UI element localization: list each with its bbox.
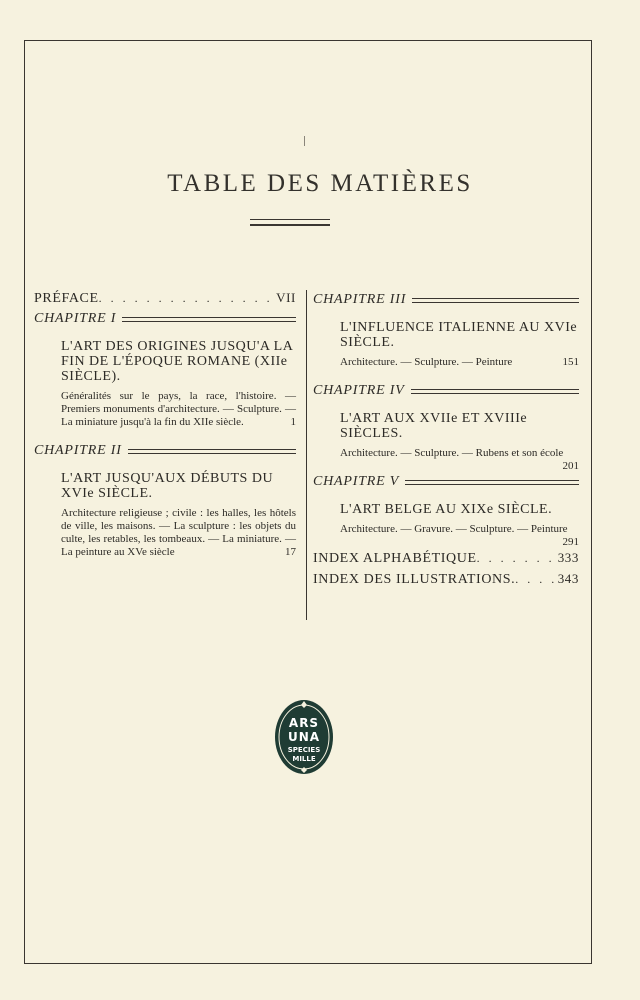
chapter-rule — [405, 480, 579, 485]
chapter-label-text: CHAPITRE II — [34, 443, 122, 458]
entry-page: VII — [276, 290, 296, 305]
toc-entry-chapitre-1[interactable] — [34, 339, 296, 429]
title-rule-lower — [250, 225, 330, 226]
entry-label: INDEX DES ILLUSTRATIONS. — [313, 572, 516, 587]
page-title: TABLE DES MATIÈRES — [167, 170, 473, 197]
entry-page: 343 — [557, 571, 579, 586]
toc-entry-chapitre-3[interactable] — [313, 320, 579, 369]
entry-page: 333 — [557, 550, 579, 565]
chapter-rule — [128, 449, 296, 454]
left-column — [34, 290, 296, 573]
chapter-rule — [411, 389, 579, 394]
chapter-label-2 — [34, 443, 296, 459]
chapter-description — [340, 523, 579, 548]
right-column — [313, 290, 579, 592]
chapter-heading: L'ART DES ORIGINES JUSQU'A LA FIN DE L'ÉPOQUE ROMANE (XIIe SIÈCLE). — [61, 339, 293, 384]
chapter-label-3 — [313, 292, 579, 308]
chapter-label-text: CHAPITRE V — [313, 474, 400, 489]
emblem-line-1: ARS — [288, 716, 320, 730]
chapter-description — [61, 390, 296, 429]
pencil-mark — [304, 136, 305, 146]
chapter-heading: L'ART JUSQU'AUX DÉBUTS DU XVIe SIÈCLE. — [61, 471, 274, 501]
chapter-label-text: CHAPITRE III — [313, 292, 407, 307]
toc-entry-index-illustrations[interactable] — [313, 571, 579, 588]
chapter-label-5 — [313, 474, 579, 490]
toc-entry-chapitre-4[interactable] — [313, 411, 579, 472]
entry-page: 151 — [562, 356, 579, 368]
leader-dots — [515, 572, 553, 587]
entry-page: 201 — [562, 460, 579, 472]
toc-entry-index-alphabetique[interactable] — [313, 550, 579, 567]
toc-entry-chapitre-5[interactable] — [313, 502, 579, 548]
chapter-description — [340, 447, 579, 472]
entry-label: INDEX ALPHABÉTIQUE — [313, 551, 477, 566]
chapter-heading: L'INFLUENCE ITALIENNE AU XVIe SIÈCLE. — [340, 320, 578, 350]
chapter-description — [340, 356, 579, 369]
chapter-label-4 — [313, 383, 579, 399]
chapter-label-text: CHAPITRE I — [34, 311, 117, 326]
emblem-line-3: SPECIES — [287, 746, 321, 754]
entry-page: 1 — [290, 416, 296, 428]
description-text: Architecture religieuse ; civile : les halles, les hôtels de ville, les maisons. — La sculpture : les objets du culte, les retables, les tombeaux. — La miniature. — La peinture au XVe siècle — [61, 507, 296, 558]
chapter-heading: L'ART AUX XVIIe ET XVIIIe SIÈCLES. — [340, 411, 528, 441]
toc-entry-preface[interactable] — [34, 290, 296, 307]
chapter-rule — [412, 298, 579, 303]
chapter-label-1 — [34, 311, 296, 327]
leader-dots — [99, 291, 273, 306]
column-divider — [306, 290, 307, 620]
entry-page: 17 — [285, 546, 296, 558]
leader-dots — [477, 551, 554, 566]
description-text: Généralités sur le pays, la race, l'histoire. — Premiers monuments d'architecture. — Sculpture. — La miniature jusqu'à la fin du XIIe siècle. — [61, 390, 296, 428]
emblem-line-2: UNA — [287, 730, 321, 744]
chapter-description — [61, 507, 296, 559]
chapter-heading: L'ART BELGE AU XIXe SIÈCLE. — [340, 502, 553, 517]
toc-entry-chapitre-2[interactable] — [34, 471, 296, 559]
description-text: Architecture. — Sculpture. — Rubens et son école — [340, 447, 564, 459]
chapter-rule — [122, 317, 296, 322]
entry-page: 291 — [562, 536, 579, 548]
emblem-line-4: MILLE — [292, 755, 316, 763]
chapter-label-text: CHAPITRE IV — [313, 383, 405, 398]
entry-label: PRÉFACE — [34, 291, 99, 306]
description-text: Architecture. — Sculpture. — Peinture — [340, 356, 513, 368]
description-text: Architecture. — Gravure. — Sculpture. — Peinture — [340, 523, 568, 535]
